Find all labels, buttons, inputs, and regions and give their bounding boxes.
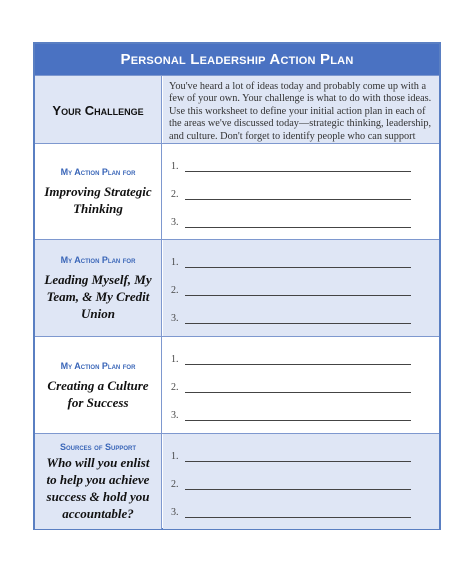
section-prefix: Sources of Support bbox=[59, 441, 136, 452]
section-prefix: My Action Plan for bbox=[60, 255, 136, 265]
section-title: Leading Myself, My Team, & My Credit Union bbox=[44, 272, 152, 321]
action-plan-row-leading bbox=[35, 239, 439, 337]
line-number: 2. bbox=[171, 382, 179, 393]
action-line[interactable] bbox=[171, 186, 411, 200]
line-number: 1. bbox=[171, 161, 179, 172]
section-prefix: My Action Plan for bbox=[60, 360, 136, 371]
write-line[interactable] bbox=[185, 285, 411, 296]
section-lines-cell bbox=[163, 144, 439, 240]
section-title: Improving Strategic Thinking bbox=[44, 184, 152, 216]
challenge-row bbox=[35, 75, 439, 144]
section-title: Who will you enlist to help you achieve success & hold you accountable? bbox=[46, 454, 150, 521]
line-number: 1. bbox=[171, 257, 179, 268]
action-line[interactable] bbox=[171, 351, 411, 365]
write-line[interactable] bbox=[185, 507, 411, 518]
action-line[interactable] bbox=[171, 254, 411, 268]
action-line[interactable] bbox=[171, 504, 411, 518]
write-line[interactable] bbox=[185, 257, 411, 268]
action-plan-row-culture bbox=[35, 336, 439, 434]
challenge-text-cell bbox=[163, 76, 439, 144]
action-line[interactable] bbox=[171, 476, 411, 490]
write-line[interactable] bbox=[185, 189, 411, 200]
line-number: 2. bbox=[171, 285, 179, 296]
write-line[interactable] bbox=[185, 410, 411, 421]
section-title: Creating a Culture for Success bbox=[47, 377, 149, 410]
write-line[interactable] bbox=[185, 382, 411, 393]
write-line[interactable] bbox=[185, 217, 411, 228]
line-number: 3. bbox=[171, 507, 179, 518]
line-number: 3. bbox=[171, 313, 179, 324]
line-number: 1. bbox=[171, 451, 179, 462]
action-plan-worksheet bbox=[33, 42, 441, 530]
action-plan-row-strategic-thinking bbox=[35, 143, 439, 240]
line-number: 1. bbox=[171, 354, 179, 365]
challenge-label-cell bbox=[35, 76, 162, 144]
action-line[interactable] bbox=[171, 379, 411, 393]
action-line[interactable] bbox=[171, 158, 411, 172]
section-label-cell bbox=[35, 144, 162, 240]
action-line[interactable] bbox=[171, 310, 411, 324]
line-number: 2. bbox=[171, 479, 179, 490]
section-label-cell bbox=[35, 337, 162, 434]
section-prefix: My Action Plan for bbox=[60, 167, 136, 177]
line-number: 2. bbox=[171, 189, 179, 200]
worksheet-title: Personal Leadership Action Plan bbox=[35, 44, 439, 75]
action-line[interactable] bbox=[171, 407, 411, 421]
action-line[interactable] bbox=[171, 448, 411, 462]
write-line[interactable] bbox=[185, 451, 411, 462]
section-label-cell bbox=[35, 434, 162, 529]
write-line[interactable] bbox=[185, 313, 411, 324]
action-line[interactable] bbox=[171, 282, 411, 296]
line-number: 3. bbox=[171, 410, 179, 421]
write-line[interactable] bbox=[185, 479, 411, 490]
action-line[interactable] bbox=[171, 214, 411, 228]
write-line[interactable] bbox=[185, 161, 411, 172]
section-lines-cell bbox=[163, 337, 439, 434]
sources-of-support-row bbox=[35, 433, 439, 529]
line-number: 3. bbox=[171, 217, 179, 228]
section-lines-cell bbox=[163, 240, 439, 337]
section-lines-cell bbox=[163, 434, 439, 529]
challenge-text: You've heard a lot of ideas today and probably come up with a few of your own. Your challenge is what to do with those ideas. Use this worksheet to define your initial action plan in each of the areas we've discussed today—strategic thinking, leadership, and culture. Don't forget to identify people who can support bbox=[169, 81, 432, 142]
write-line[interactable] bbox=[185, 354, 411, 365]
section-label-cell bbox=[35, 240, 162, 337]
challenge-label: Your Challenge bbox=[52, 102, 144, 118]
